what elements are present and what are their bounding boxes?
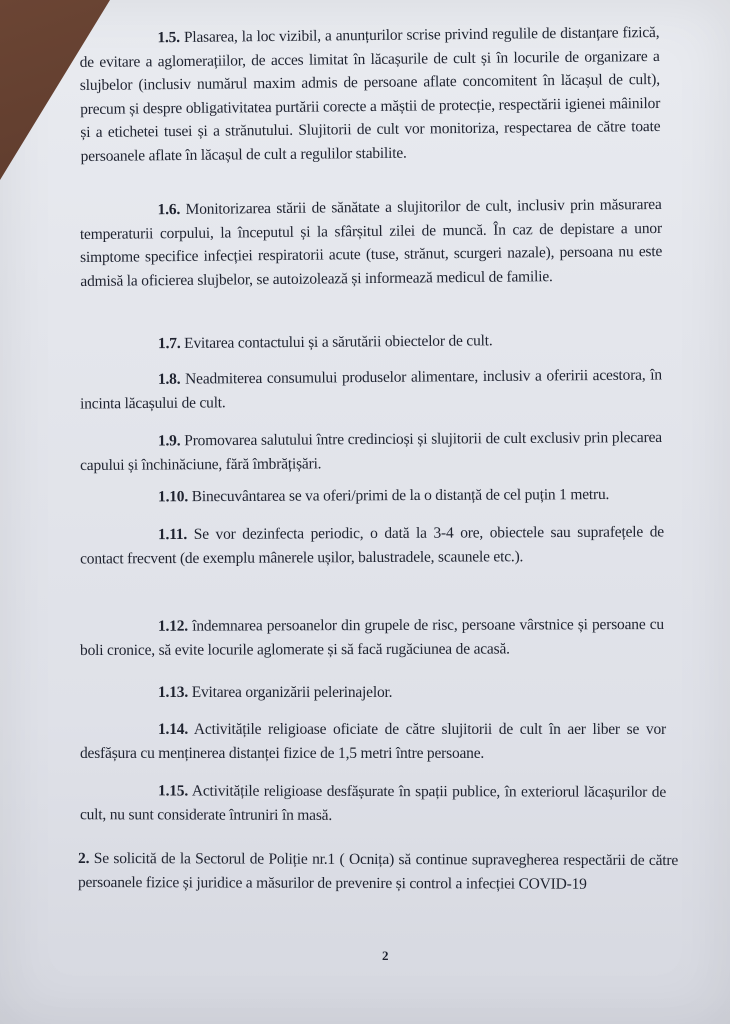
item-1-7 (158, 328, 658, 356)
item-number: 1.15. (158, 782, 189, 800)
item-1-8 (80, 363, 662, 415)
item-text: Monitorizarea stării de sănătate a slujitorilor de cult, inclusiv prin măsurarea temperaturii corpului, la începutul și la sfârșitul zilei de muncă. În caz de depistare a unor simptome specifice infecției respiratorii acute (tuse, strănut, scurgeri nazale), persoana nu este admisă la oficierea slujbelor, se autoizolează și informează medicul de familie. (79, 195, 663, 290)
item-number: 1.11. (157, 525, 188, 544)
item-text: îndemnarea persoanelor din grupele de risc, persoane vârstnice și persoane cu boli cronice, să evite locurile aglomerate și să facă rugăciunea de acasă. (80, 615, 664, 659)
item-1-14 (80, 718, 666, 765)
item-text: Se solicită de la Sectorul de Poliție nr.1 ( Ocnița) să continue supravegherea respectării de către persoanele fizice și juridice a măsurilor de prevenire și control a infecției COVID-19 (77, 850, 679, 893)
item-number: 1.8. (157, 370, 181, 388)
item-number: 1.13. (158, 684, 189, 701)
item-text: Activitățile religioase oficiate de către slujitorii de cult în aer liber se vor desfășura cu menținerea distanței fizice de 1,5 metri între persoane. (80, 721, 666, 762)
item-text: Activitățile religioase desfășurate în spații publice, în exteriorul lăcașurilor de cult, nu sunt considerate întruniri în masă. (79, 782, 667, 824)
item-text: Evitarea organizării pelerinajelor. (191, 684, 393, 701)
item-1-6 (80, 193, 663, 293)
item-1-13 (158, 681, 658, 705)
item-number: 1.9. (157, 432, 181, 450)
item-text: Binecuvântarea se va oferi/primi de la o distanță de cel puțin 1 metru. (191, 485, 610, 506)
item-1-10 (158, 483, 678, 509)
item-number: 2. (78, 849, 90, 867)
page-number: 2 (382, 948, 389, 963)
item-text: Neadmiterea consumului produselor alimentare, inclusiv a oferirii acestora, în incinta lăcașului de cult. (80, 366, 662, 413)
item-text: Promovarea salutului între credincioși și slujitorii de cult exclusiv prin plecarea capului și închinăciune, fără îmbrățișări. (80, 428, 662, 474)
item-text: Se vor dezinfecta periodic, o dată la 3-4 ore, obiectele sau suprafețele de contact frecvent (de exemplu mânerele ușilor, balustradele, scaunele etc.). (80, 523, 664, 568)
item-1-15 (80, 779, 666, 828)
item-number: 1.5. (157, 28, 180, 47)
item-number: 1.7. (157, 334, 181, 353)
item-2 (78, 847, 678, 896)
item-text: Evitarea contactului și a sărutării obiectelor de cult. (184, 332, 493, 352)
item-1-11 (80, 520, 664, 570)
item-1-12 (80, 613, 664, 662)
item-number: 1.12. (157, 617, 189, 635)
item-number: 1.14. (158, 721, 189, 738)
item-number: 1.10. (157, 488, 189, 506)
item-number: 1.6. (157, 200, 181, 219)
item-1-9 (80, 426, 662, 477)
item-text: Plasarea, la loc vizibil, a anunțurilor scrise privind regulile de distanțare fizică, de evitare a aglomerațiilor, de acces limitat în lăcașurile de cult și în locurile de organizare a slujbelor (inclusiv numărul maxim admis de persoane aflate concomitent în lăcașul de cult), precum și despre obligativitatea purtării corecte a măștii de protecție, respectării igienei mâinilor și a etichetei tusei și a strănutului. Slujitorii de cult vor monitoriza, respectarea de către toate persoanele aflate în lăcașul de cult a regulilor stabilite. (79, 23, 661, 165)
item-1-5 (79, 21, 660, 168)
